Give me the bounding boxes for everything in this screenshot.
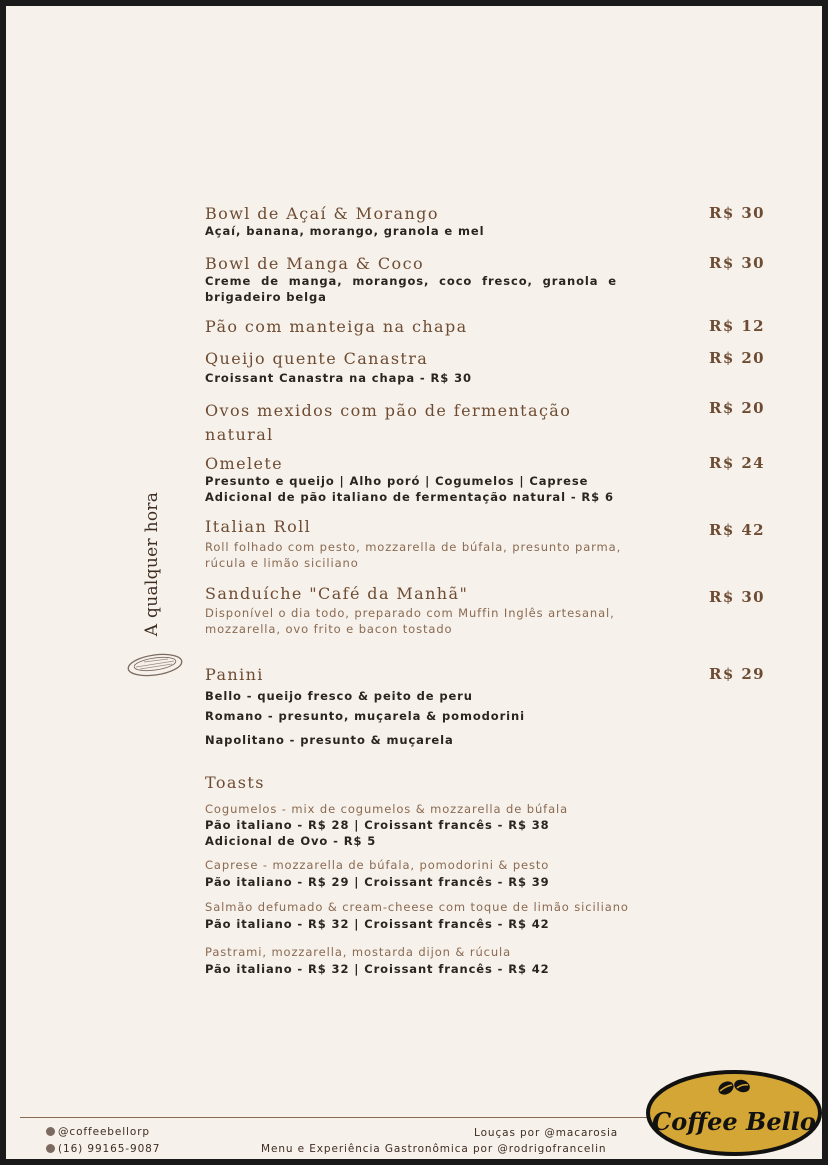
- menu-item-queijo-quente: [205, 349, 765, 386]
- item-price: R$ 42: [709, 521, 765, 539]
- item-price: R$ 12: [709, 317, 765, 335]
- item-price: R$ 30: [709, 254, 765, 272]
- menu-credit: Menu e Experiência Gastronômica por @rodrigofrancelin: [261, 1143, 607, 1155]
- item-title: Italian Roll: [205, 517, 312, 536]
- item-price: R$ 30: [709, 204, 765, 222]
- item-description: Roll folhado com pesto, mozzarella de búfala, presunto parma, rúcula e limão siciliano: [205, 540, 622, 570]
- footer-divider: [20, 1117, 660, 1118]
- sandwich-illustration-icon: [126, 649, 184, 681]
- svg-text:Coffee Bello: Coffee Bello: [652, 1107, 816, 1136]
- item-description: Açaí, banana, morango, granola e mel: [205, 224, 485, 238]
- item-title: Bowl de Manga & Coco: [205, 254, 424, 273]
- item-addon: Adicional de pão italiano de fermentação natural - R$ 6: [205, 490, 614, 504]
- item-description: Croissant Canastra na chapa - R$ 30: [205, 371, 472, 385]
- item-price: R$ 29: [709, 665, 765, 683]
- menu-sheet: [6, 6, 822, 1159]
- item-title: Sanduíche "Café da Manhã": [205, 584, 469, 603]
- toast-extra: Adicional de Ovo - R$ 5: [205, 834, 377, 848]
- item-title: Ovos mexidos com pão de fermentação natural: [205, 401, 572, 444]
- toasts-heading: [205, 773, 765, 792]
- toast-name: Cogumelos - mix de cogumelos & mozzarella de búfala: [205, 802, 569, 816]
- menu-item-omelete: [205, 454, 765, 505]
- item-description: Presunto e queijo | Alho poró | Cogumelos | Caprese: [205, 474, 589, 488]
- instagram-icon: [46, 1127, 55, 1136]
- menu-item-italian-roll: [205, 517, 765, 571]
- item-description: Disponível o dia todo, preparado com Muffin Inglês artesanal, mozzarella, ovo frito e bacon tostado: [205, 606, 615, 636]
- item-title: Panini: [205, 665, 264, 684]
- panini-option: Romano - presunto, muçarela & pomodorini: [205, 709, 525, 723]
- item-title: Pão com manteiga na chapa: [205, 317, 468, 336]
- item-price: R$ 20: [709, 399, 765, 417]
- menu-item-sanduiche: [205, 584, 765, 637]
- item-price: R$ 20: [709, 349, 765, 367]
- instagram-handle[interactable]: @coffeebellorp: [46, 1126, 150, 1138]
- item-title: Toasts: [205, 773, 265, 792]
- toast-prices: Pão italiano - R$ 29 | Croissant francês - R$ 39: [205, 875, 550, 889]
- toast-name: Caprese - mozzarella de búfala, pomodorini & pesto: [205, 858, 550, 872]
- menu-item-manga: [205, 254, 765, 305]
- item-price: R$ 24: [709, 454, 765, 472]
- toast-name: Pastrami, mozzarella, mostarda dijon & rúcula: [205, 945, 512, 959]
- whatsapp-icon: [46, 1144, 55, 1153]
- item-title: Queijo quente Canastra: [205, 349, 429, 368]
- toast-prices: Pão italiano - R$ 28 | Croissant francês - R$ 38: [205, 818, 550, 832]
- menu-item-panini: [205, 665, 765, 684]
- toast-prices: Pão italiano - R$ 32 | Croissant francês - R$ 42: [205, 917, 550, 931]
- item-price: R$ 30: [709, 588, 765, 606]
- panini-option: Napolitano - presunto & muçarela: [205, 733, 454, 747]
- menu-item-pao-manteiga: [205, 317, 765, 336]
- item-description: Creme de manga, morangos, coco fresco, granola e brigadeiro belga: [205, 274, 617, 304]
- tableware-credit: Louças por @macarosia: [474, 1127, 619, 1139]
- toast-name: Salmão defumado & cream-cheese com toque de limão siciliano: [205, 900, 629, 914]
- panini-option: Bello - queijo fresco & peito de peru: [205, 689, 473, 703]
- phone-number[interactable]: (16) 99165-9087: [46, 1143, 160, 1155]
- menu-item-ovos-mexidos: [205, 399, 625, 447]
- section-title: A qualquer hora: [142, 491, 162, 637]
- menu-item-acai: [205, 204, 765, 239]
- item-title: Bowl de Açaí & Morango: [205, 204, 439, 223]
- item-title: Omelete: [205, 454, 284, 473]
- toast-prices: Pão italiano - R$ 32 | Croissant francês - R$ 42: [205, 962, 550, 976]
- coffee-bello-logo: [646, 1070, 822, 1156]
